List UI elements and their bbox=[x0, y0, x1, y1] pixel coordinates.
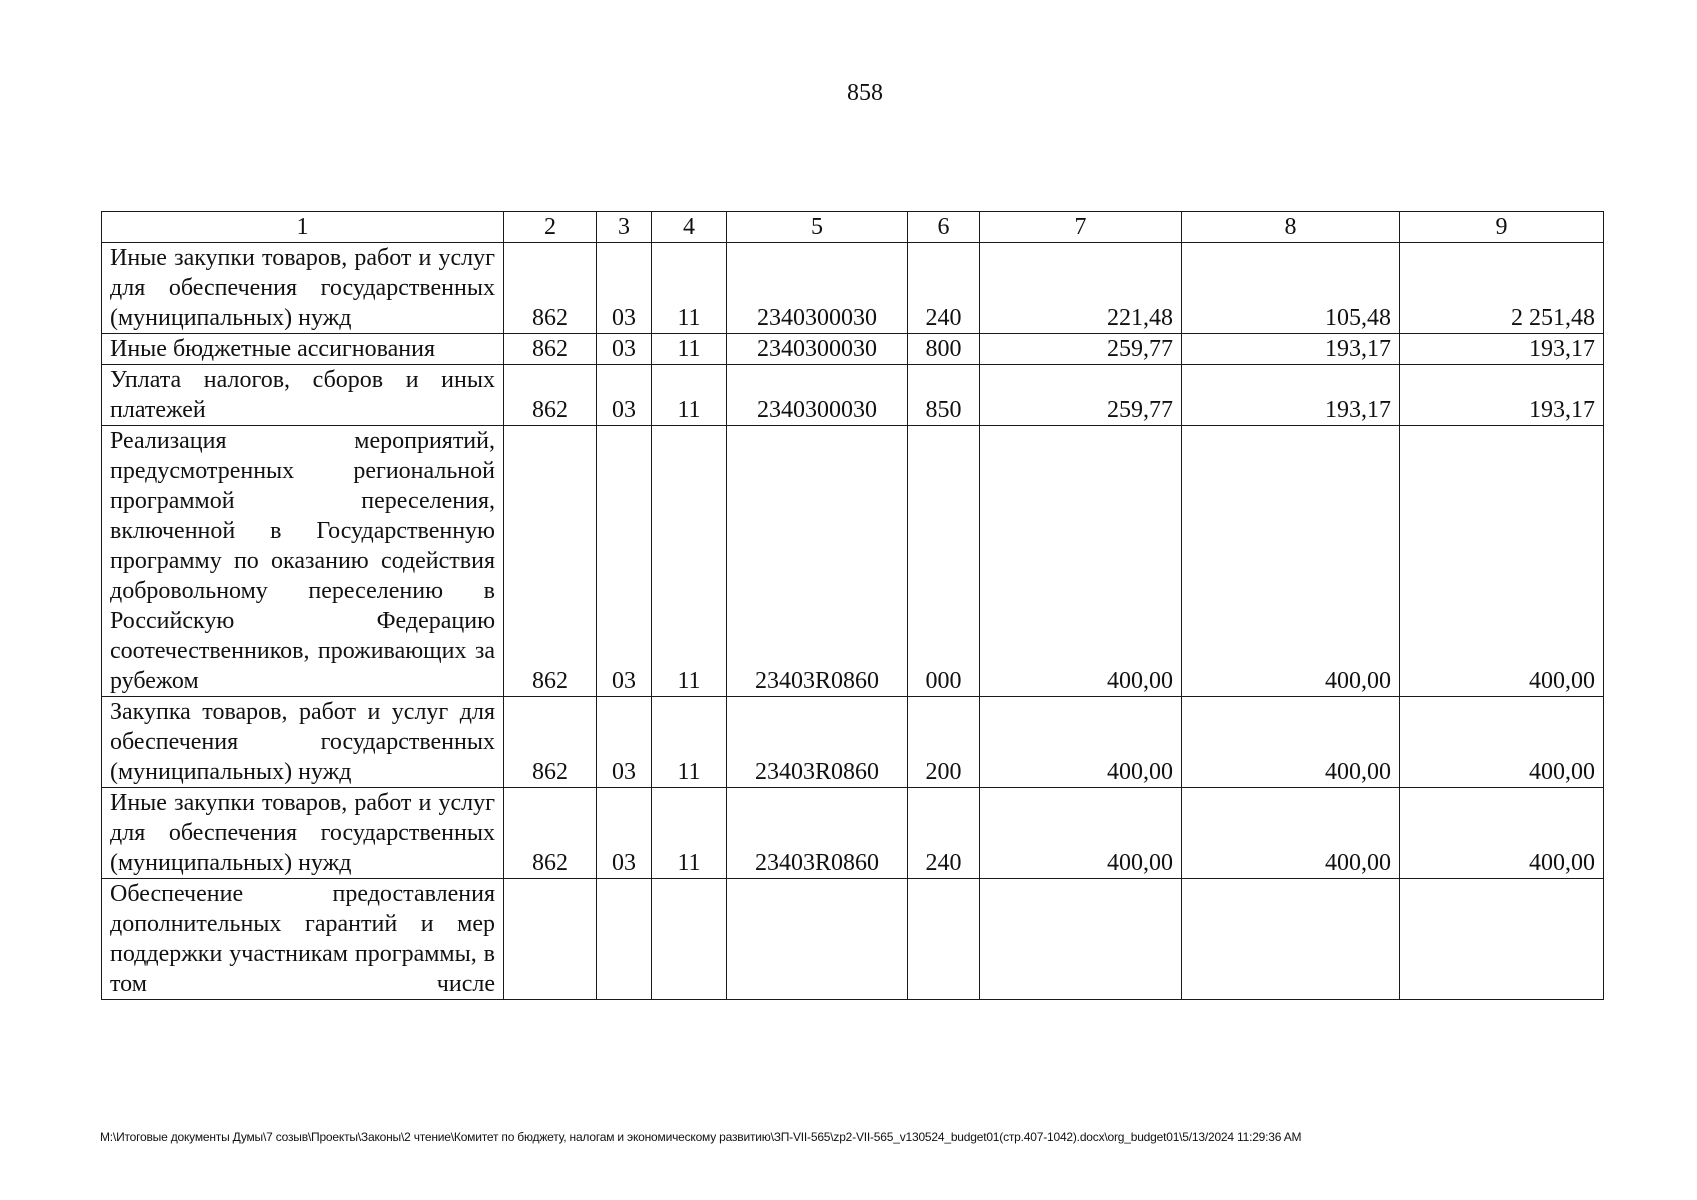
table-row bbox=[102, 697, 1604, 788]
row-amount-7: 400,00 bbox=[980, 697, 1182, 788]
row-ministry-code bbox=[504, 879, 597, 1000]
row-section-code: 03 bbox=[597, 697, 652, 788]
row-target-article bbox=[727, 879, 908, 1000]
row-section-code: 03 bbox=[597, 243, 652, 334]
row-ministry-code: 862 bbox=[504, 697, 597, 788]
table-row bbox=[102, 788, 1604, 879]
row-expense-type: 800 bbox=[908, 334, 980, 365]
row-subsection-code: 11 bbox=[652, 365, 727, 426]
row-ministry-code: 862 bbox=[504, 426, 597, 697]
column-header-6: 6 bbox=[908, 212, 980, 243]
row-amount-9: 193,17 bbox=[1400, 365, 1604, 426]
row-expense-type: 200 bbox=[908, 697, 980, 788]
row-expense-type: 850 bbox=[908, 365, 980, 426]
row-amount-7: 221,48 bbox=[980, 243, 1182, 334]
row-target-article: 2340300030 bbox=[727, 365, 908, 426]
row-ministry-code: 862 bbox=[504, 243, 597, 334]
document-path-footer: M:\Итоговые документы Думы\7 созыв\Проекты\Законы\2 чтение\Комитет по бюджету, налогам и экономическому развитию\ЗП-VII-565\zp2-VII-565_v130524_budget01(стр.407-1042).docx\org_budget01\5/13/2024 11:29:36 AM bbox=[100, 1130, 1302, 1144]
row-name: Иные закупки товаров, работ и услуг для обеспечения государственных (муниципальных) нужд bbox=[102, 243, 504, 334]
row-amount-8: 400,00 bbox=[1182, 426, 1400, 697]
row-amount-7: 259,77 bbox=[980, 365, 1182, 426]
row-amount-8: 193,17 bbox=[1182, 334, 1400, 365]
row-section-code: 03 bbox=[597, 788, 652, 879]
table-row bbox=[102, 334, 1604, 365]
row-section-code: 03 bbox=[597, 365, 652, 426]
row-subsection-code: 11 bbox=[652, 243, 727, 334]
row-section-code bbox=[597, 879, 652, 1000]
row-amount-7 bbox=[980, 879, 1182, 1000]
row-amount-9: 400,00 bbox=[1400, 697, 1604, 788]
row-subsection-code: 11 bbox=[652, 334, 727, 365]
row-amount-9: 2 251,48 bbox=[1400, 243, 1604, 334]
column-header-7: 7 bbox=[980, 212, 1182, 243]
row-subsection-code: 11 bbox=[652, 697, 727, 788]
column-header-2: 2 bbox=[504, 212, 597, 243]
row-amount-9: 400,00 bbox=[1400, 426, 1604, 697]
row-target-article: 2340300030 bbox=[727, 334, 908, 365]
row-subsection-code bbox=[652, 879, 727, 1000]
row-expense-type: 000 bbox=[908, 426, 980, 697]
row-name: Реализация мероприятий, предусмотренных региональной программой переселения, включенной в Государственную программу по оказанию содействия добровольному переселению в Российскую Федерацию соотечественников, проживающих за рубежом bbox=[102, 426, 504, 697]
column-header-4: 4 bbox=[652, 212, 727, 243]
row-ministry-code: 862 bbox=[504, 788, 597, 879]
row-target-article: 23403R0860 bbox=[727, 697, 908, 788]
row-target-article: 23403R0860 bbox=[727, 426, 908, 697]
row-amount-9: 193,17 bbox=[1400, 334, 1604, 365]
column-header-9: 9 bbox=[1400, 212, 1604, 243]
row-expense-type bbox=[908, 879, 980, 1000]
row-name: Иные бюджетные ассигнования bbox=[102, 334, 504, 365]
row-amount-8: 105,48 bbox=[1182, 243, 1400, 334]
column-header-8: 8 bbox=[1182, 212, 1400, 243]
row-name: Уплата налогов, сборов и иных платежей bbox=[102, 365, 504, 426]
row-amount-9 bbox=[1400, 879, 1604, 1000]
row-subsection-code: 11 bbox=[652, 426, 727, 697]
table-row-continued bbox=[102, 879, 1604, 1000]
row-subsection-code: 11 bbox=[652, 788, 727, 879]
row-ministry-code: 862 bbox=[504, 365, 597, 426]
budget-table bbox=[101, 211, 1604, 1000]
row-amount-8: 400,00 bbox=[1182, 788, 1400, 879]
row-section-code: 03 bbox=[597, 334, 652, 365]
row-target-article: 2340300030 bbox=[727, 243, 908, 334]
row-amount-8: 193,17 bbox=[1182, 365, 1400, 426]
row-amount-7: 400,00 bbox=[980, 426, 1182, 697]
row-expense-type: 240 bbox=[908, 243, 980, 334]
row-amount-9: 400,00 bbox=[1400, 788, 1604, 879]
column-header-3: 3 bbox=[597, 212, 652, 243]
row-amount-7: 400,00 bbox=[980, 788, 1182, 879]
page-number: 858 bbox=[847, 80, 883, 106]
table-row bbox=[102, 426, 1604, 697]
row-name: Закупка товаров, работ и услуг для обеспечения государственных (муниципальных) нужд bbox=[102, 697, 504, 788]
row-ministry-code: 862 bbox=[504, 334, 597, 365]
table-row bbox=[102, 243, 1604, 334]
row-name: Обеспечение предоставления дополнительных гарантий и мер поддержки участникам программы, в том числе bbox=[102, 879, 504, 1000]
row-amount-8: 400,00 bbox=[1182, 697, 1400, 788]
row-expense-type: 240 bbox=[908, 788, 980, 879]
row-section-code: 03 bbox=[597, 426, 652, 697]
column-header-1: 1 bbox=[102, 212, 504, 243]
row-amount-7: 259,77 bbox=[980, 334, 1182, 365]
column-header-5: 5 bbox=[727, 212, 908, 243]
table-row bbox=[102, 365, 1604, 426]
header-row bbox=[102, 212, 1604, 243]
row-target-article: 23403R0860 bbox=[727, 788, 908, 879]
row-amount-8 bbox=[1182, 879, 1400, 1000]
row-name: Иные закупки товаров, работ и услуг для обеспечения государственных (муниципальных) нужд bbox=[102, 788, 504, 879]
